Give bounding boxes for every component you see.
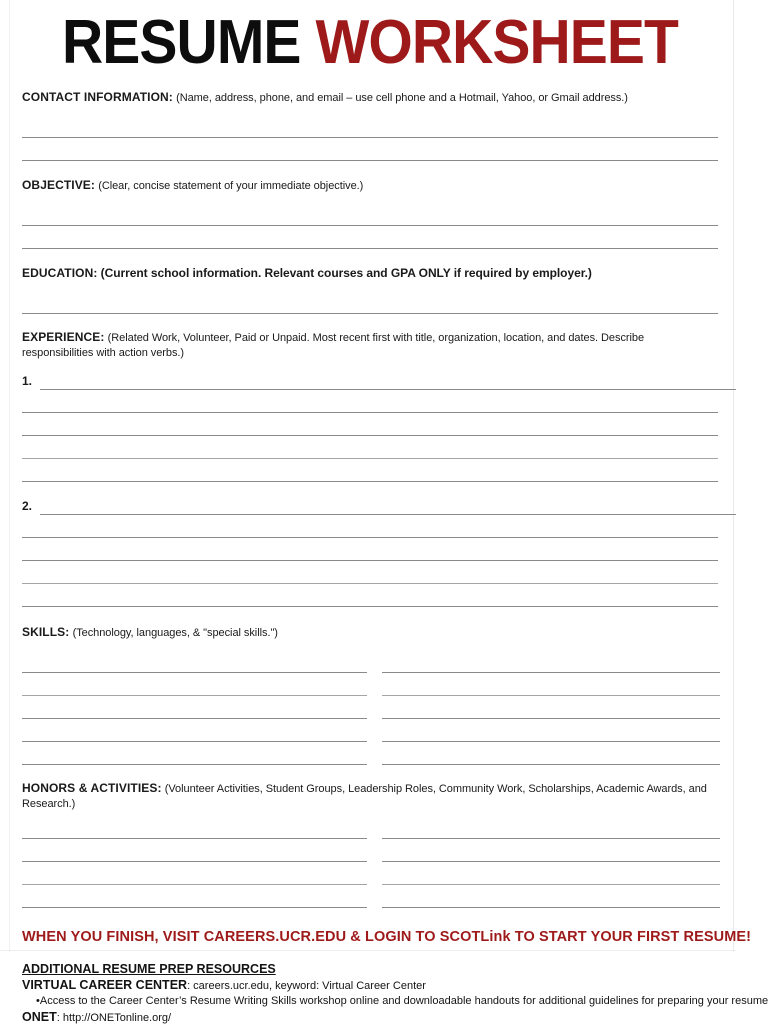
skills-column-left	[22, 650, 367, 765]
answer-line[interactable]	[382, 885, 720, 908]
answer-lines-education	[22, 291, 718, 314]
section-skills	[22, 625, 718, 765]
honors-column-right	[382, 816, 720, 908]
section-objective	[22, 178, 718, 249]
answer-line[interactable]	[382, 742, 720, 765]
answer-line[interactable]	[22, 862, 367, 885]
section-heading	[22, 178, 718, 194]
section-label: HONORS & ACTIVITIES:	[22, 781, 162, 795]
section-honors-activities	[22, 781, 718, 908]
section-label: OBJECTIVE:	[22, 178, 96, 192]
section-label: EDUCATION:	[22, 266, 98, 280]
section-label: EXPERIENCE:	[22, 330, 105, 344]
answer-line-numbered[interactable]	[22, 367, 718, 390]
answer-line[interactable]	[22, 226, 718, 249]
section-heading	[22, 625, 718, 641]
answer-lines-experience-1	[22, 367, 718, 482]
answer-line[interactable]	[382, 696, 720, 719]
answer-line[interactable]	[22, 390, 718, 413]
answer-line[interactable]	[382, 673, 720, 696]
section-description: (Clear, concise statement of your immediate objective.)	[98, 180, 364, 192]
page-title	[50, 0, 690, 77]
answer-line[interactable]	[22, 839, 367, 862]
answer-line[interactable]	[382, 650, 720, 673]
answer-line[interactable]	[382, 839, 720, 862]
answer-line[interactable]	[22, 436, 718, 459]
answer-line-numbered[interactable]	[22, 492, 718, 515]
title-word-resume: RESUME	[62, 8, 301, 77]
honors-column-left	[22, 816, 367, 908]
answer-line[interactable]	[22, 742, 367, 765]
section-description: (Related Work, Volunteer, Paid or Unpaid. Most recent first with title, organization, location, and dates. Describe responsibilities with action verbs.)	[22, 332, 645, 359]
section-description: (Volunteer Activities, Student Groups, Leadership Roles, Community Work, Scholarships, Academic Awards, and Research.)	[22, 783, 707, 810]
answer-line[interactable]	[382, 862, 720, 885]
resource-bullet-virtual-career-center	[22, 994, 768, 1009]
section-heading	[22, 330, 718, 361]
answer-line[interactable]	[22, 538, 718, 561]
answer-lines-experience-2	[22, 492, 718, 607]
answer-lines-honors	[22, 816, 718, 908]
answer-line[interactable]	[22, 138, 718, 161]
answer-line[interactable]	[22, 673, 367, 696]
answer-line[interactable]	[22, 515, 718, 538]
section-description: (Current school information. Relevant courses and GPA ONLY if required by employer.)	[100, 266, 592, 280]
answer-line[interactable]	[22, 561, 718, 584]
section-heading	[22, 90, 718, 106]
section-heading	[22, 266, 718, 282]
answer-line[interactable]	[382, 816, 720, 839]
section-label: SKILLS:	[22, 625, 70, 639]
section-description: (Technology, languages, & "special skills.")	[72, 627, 278, 639]
title-word-worksheet: WORKSHEET	[315, 8, 678, 77]
bullet-text: Access to the Career Center’s Resume Writing Skills workshop online and downloadable handouts for additional guidelines for preparing your resume	[39, 994, 768, 1007]
section-description: (Name, address, phone, and email – use cell phone and a Hotmail, Yahoo, or Gmail address.)	[176, 92, 628, 104]
entry-number: 1.	[22, 374, 33, 388]
answer-lines-contact	[22, 115, 718, 161]
answer-line[interactable]	[22, 719, 367, 742]
section-experience	[22, 330, 718, 607]
answer-line[interactable]	[22, 291, 718, 314]
resource-virtual-career-center	[22, 978, 718, 994]
bullet-dot-icon: •	[36, 994, 40, 1007]
resource-key: ONET	[22, 1009, 57, 1024]
entry-number: 2.	[22, 499, 33, 513]
resource-value[interactable]: : careers.ucr.edu, keyword: Virtual Career Center	[187, 979, 426, 992]
section-label: CONTACT INFORMATION:	[22, 90, 173, 104]
answer-line[interactable]	[22, 885, 367, 908]
section-contact-information	[22, 90, 718, 161]
answer-line[interactable]	[22, 650, 367, 673]
answer-line[interactable]	[22, 584, 718, 607]
answer-line[interactable]	[22, 696, 367, 719]
footer-section	[22, 928, 768, 1026]
resources-heading: ADDITIONAL RESUME PREP RESOURCES	[22, 961, 276, 976]
answer-lines-objective	[22, 203, 718, 249]
answer-line[interactable]	[22, 816, 367, 839]
footer-call-to-action: WHEN YOU FINISH, VISIT CAREERS.UCR.EDU & LOGIN TO SCOTLink TO START YOUR FIRST RESUME!	[22, 929, 752, 945]
skills-column-right	[382, 650, 720, 765]
answer-line[interactable]	[22, 115, 718, 138]
answer-line[interactable]	[22, 413, 718, 436]
resource-key: VIRTUAL CAREER CENTER	[22, 977, 188, 992]
section-education	[22, 266, 718, 314]
answer-line[interactable]	[22, 459, 718, 482]
resource-value[interactable]: : http://ONETonline.org/	[56, 1011, 172, 1024]
resource-onet	[22, 1010, 718, 1026]
section-heading	[22, 781, 718, 812]
answer-line[interactable]	[382, 719, 720, 742]
answer-lines-skills	[22, 650, 718, 765]
answer-line[interactable]	[22, 203, 718, 226]
